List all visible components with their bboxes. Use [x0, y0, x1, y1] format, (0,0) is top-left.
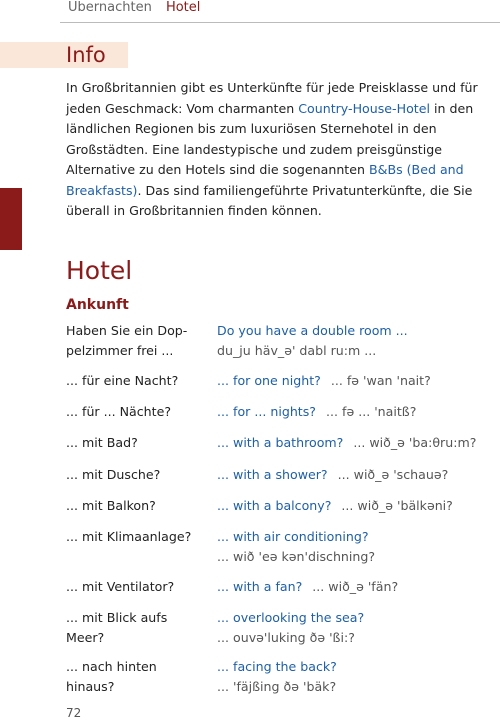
english-column	[217, 402, 497, 422]
section-subtitle: Ankunft	[66, 297, 129, 313]
info-paragraph	[66, 78, 490, 222]
english-column	[217, 465, 497, 485]
english-phrase: ... overlooking the sea?	[217, 610, 365, 625]
english-column	[217, 527, 497, 567]
english-phrase: ... with air conditioning?	[217, 529, 369, 544]
english-phrase: Do you have a double room ...	[217, 323, 408, 338]
pronunciation: ... fə 'wan 'nait?	[330, 373, 431, 388]
german-phrase: ... mit Klimaanlage?	[66, 529, 192, 544]
info-highlight-band	[0, 42, 128, 68]
english-column	[217, 496, 497, 516]
info-text-2: in den ländlichen Regionen bis zum luxuriösen Sternehotel in den Großstädten. Eine landestypische und zudem preisgünstige Alternative zu den Hotels sind die sogenannten	[66, 100, 474, 177]
english-column	[217, 577, 497, 597]
pronunciation: ... wið_ə 'ba:θru:m?	[353, 435, 477, 450]
pronunciation: ... wið_ə 'bälkəni?	[341, 498, 453, 513]
info-heading: Info	[66, 43, 106, 67]
page-number: 72	[66, 706, 82, 720]
english-column	[217, 433, 497, 453]
english-phrase: ... for ... nights?	[217, 404, 316, 419]
english-phrase: ... with a fan?	[217, 579, 303, 594]
header-topic: Hotel	[165, 0, 201, 15]
english-phrase: ... with a bathroom?	[217, 435, 344, 450]
pronunciation: ... fə ... 'naitß?	[326, 404, 417, 419]
german-phrase: ... für ... Nächte?	[66, 404, 172, 419]
german-phrase: ... für eine Nacht?	[66, 373, 179, 388]
german-phrase: ... mit Blick aufs Meer?	[66, 610, 168, 645]
pronunciation: ... wið 'eə kən'dischning?	[217, 549, 376, 564]
english-phrase: ... with a balcony?	[217, 498, 332, 513]
chapter-tab	[0, 188, 22, 250]
english-phrase: ... facing the back?	[217, 659, 337, 674]
info-term-bnb: B&Bs (Bed and Breakfasts)	[66, 162, 464, 198]
english-column	[217, 608, 497, 648]
section-title: Hotel	[66, 256, 133, 285]
english-column	[217, 371, 497, 391]
pronunciation: du_ju häv_ə' dabl ru:m ...	[217, 343, 377, 358]
english-phrase: ... for one night?	[217, 373, 321, 388]
pronunciation: ... wið_ə 'schauə?	[337, 467, 449, 482]
info-term-country-house: Country-House-Hotel	[298, 100, 430, 116]
info-text-3: . Das sind familiengeführte Privatunterkünfte, die Sie überall in Großbritannien finden können.	[66, 182, 473, 218]
german-phrase: Haben Sie ein Dop- pelzimmer frei ...	[66, 323, 188, 358]
english-column	[217, 657, 497, 697]
german-phrase: ... mit Ventilator?	[66, 579, 175, 594]
header-section: Übernachten	[68, 0, 152, 15]
german-phrase: ... mit Bad?	[66, 435, 138, 450]
running-header	[68, 0, 200, 20]
german-phrase: ... mit Dusche?	[66, 467, 161, 482]
pronunciation: ... 'fäjßing ðə 'bäk?	[217, 679, 337, 694]
pronunciation: ... ouvə'luking ðə 'ßi:?	[217, 630, 355, 645]
english-column	[217, 321, 497, 361]
english-phrase: ... with a shower?	[217, 467, 328, 482]
german-phrase: ... nach hinten hinaus?	[66, 659, 157, 694]
pronunciation: ... wið_ə 'fän?	[312, 579, 399, 594]
german-phrase: ... mit Balkon?	[66, 498, 156, 513]
header-divider	[60, 22, 500, 23]
info-text-1: In Großbritannien gibt es Unterkünfte für jede Preisklasse und für jeden Geschmack: Vom charmanten	[66, 80, 478, 116]
